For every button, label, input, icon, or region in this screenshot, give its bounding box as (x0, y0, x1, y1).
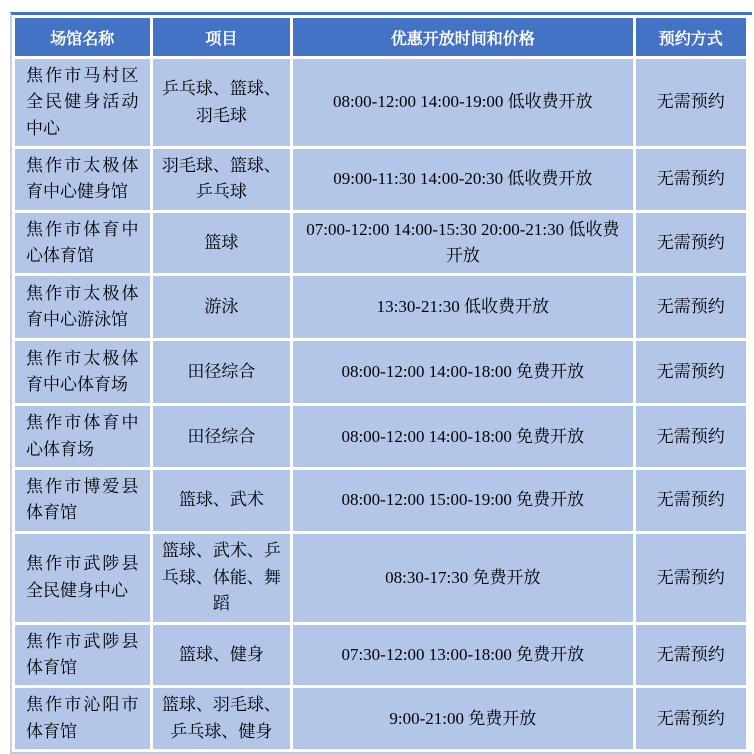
booking-cell: 无需预约 (636, 149, 746, 210)
projects-cell: 乒乓球、篮球、羽毛球 (153, 59, 291, 146)
table-row (15, 625, 746, 686)
projects-cell: 田径综合 (153, 406, 291, 467)
projects-cell: 篮球 (153, 213, 291, 274)
projects-cell: 篮球、武术 (153, 470, 291, 531)
booking-cell: 无需预约 (636, 470, 746, 531)
hours-cell: 08:00-12:00 14:00-18:00 免费开放 (293, 341, 632, 403)
projects-cell: 篮球、羽毛球、乒乓球、健身 (153, 688, 291, 749)
hours-cell: 07:00-12:00 14:00-15:30 20:00-21:30 低收费开放 (293, 213, 632, 274)
hours-cell: 08:30-17:30 免费开放 (293, 534, 632, 622)
venue-cell: 焦作市太极体育中心健身馆 (15, 149, 150, 210)
projects-cell: 篮球、健身 (153, 625, 291, 686)
hours-cell: 07:30-12:00 13:00-18:00 免费开放 (293, 625, 632, 686)
booking-cell: 无需预约 (636, 406, 746, 467)
venue-cell: 焦作市太极体育中心游泳馆 (15, 276, 150, 338)
venue-cell: 焦作市体育中心体育馆 (15, 213, 150, 274)
projects-cell: 游泳 (153, 276, 291, 338)
table-row (15, 59, 746, 146)
header-booking: 预约方式 (636, 18, 746, 56)
hours-cell: 9:00-21:00 免费开放 (293, 688, 632, 749)
venues-table (12, 15, 749, 752)
projects-cell: 羽毛球、篮球、乒乓球 (153, 149, 291, 210)
table-row (15, 406, 746, 467)
venue-cell: 焦作市武陟县体育馆 (15, 625, 150, 686)
venue-cell: 焦作市武陟县全民健身中心 (15, 534, 150, 622)
table-row (15, 213, 746, 274)
hours-cell: 08:00-12:00 14:00-18:00 免费开放 (293, 406, 632, 467)
hours-cell: 08:00-12:00 14:00-19:00 低收费开放 (293, 59, 632, 146)
header-venue: 场馆名称 (15, 18, 150, 56)
venues-table-wrapper (10, 12, 752, 754)
projects-cell: 田径综合 (153, 341, 291, 403)
hours-cell: 13:30-21:30 低收费开放 (293, 276, 632, 338)
booking-cell: 无需预约 (636, 534, 746, 622)
header-hours: 优惠开放时间和价格 (293, 18, 632, 56)
table-row (15, 534, 746, 622)
hours-cell: 09:00-11:30 14:00-20:30 低收费开放 (293, 149, 632, 210)
header-row (15, 18, 746, 56)
booking-cell: 无需预约 (636, 341, 746, 403)
venue-cell: 焦作市体育中心体育场 (15, 406, 150, 467)
booking-cell: 无需预约 (636, 688, 746, 749)
hours-cell: 08:00-12:00 15:00-19:00 免费开放 (293, 470, 632, 531)
table-row (15, 688, 746, 749)
booking-cell: 无需预约 (636, 213, 746, 274)
projects-cell: 篮球、武术、乒乓球、体能、舞蹈 (153, 534, 291, 622)
header-projects: 项目 (153, 18, 291, 56)
table-row (15, 470, 746, 531)
venue-cell: 焦作市博爱县体育馆 (15, 470, 150, 531)
table-row (15, 149, 746, 210)
booking-cell: 无需预约 (636, 59, 746, 146)
table-row (15, 276, 746, 338)
table-row (15, 341, 746, 403)
venue-cell: 焦作市太极体育中心体育场 (15, 341, 150, 403)
venue-cell: 焦作市沁阳市体育馆 (15, 688, 150, 749)
booking-cell: 无需预约 (636, 625, 746, 686)
booking-cell: 无需预约 (636, 276, 746, 338)
venue-cell: 焦作市马村区全民健身活动中心 (15, 59, 150, 146)
